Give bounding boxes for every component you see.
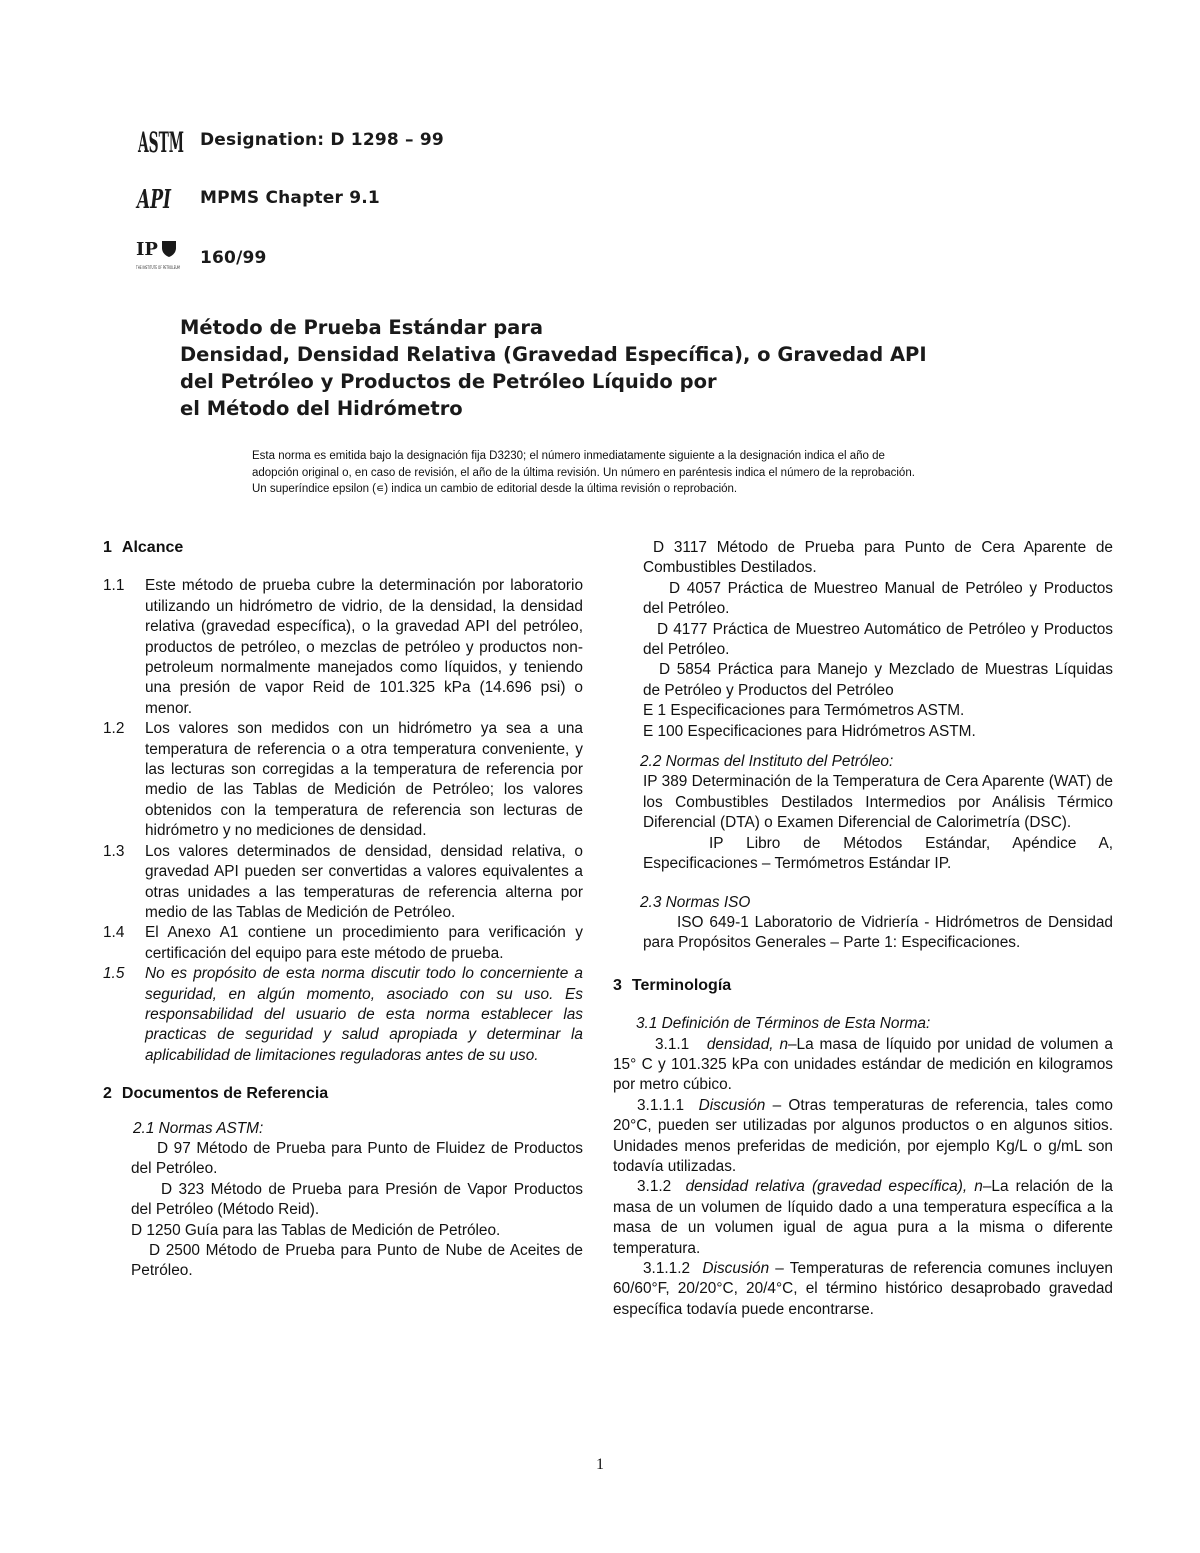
reference-item: D 3117 Método de Prueba para Punto de Cera Aparente de Combustibles Destilados. <box>643 539 1113 577</box>
reference-item: D 97 Método de Prueba para Punto de Fluidez de Productos del Petróleo. <box>131 1139 583 1178</box>
api-logo <box>136 178 186 218</box>
scope-item-safety: 1.5 No es propósito de esta norma discutir todo lo concerniente a seguridad, en algún momento, asociado con su uso. Es responsabilidad del usuario de esta norma establecer las practicas de seguridad y salud apropiada y determinar la aplicabilidad de limitaciones reguladoras antes de su uso. <box>103 965 583 1064</box>
svg-text:THE INSTITUTE OF PETROLEUM: THE INSTITUTE OF PETROLEUM <box>135 265 181 270</box>
left-column <box>103 538 583 1282</box>
svg-text:IP: IP <box>136 239 158 260</box>
reference-item: D 4057 Práctica de Muestreo Manual de Petróleo y Productos del Petróleo. <box>643 579 1113 618</box>
scope-item: 1.4 El Anexo A1 contiene un procedimiento para verificación y certificación del equipo para este método de prueba. <box>103 924 583 962</box>
standard-notice <box>252 448 1072 498</box>
svg-text:API: API <box>135 185 172 215</box>
definition-relative-density: 3.1.2 densidad relativa (gravedad específica), n–La relación de la masa de un volumen de líquido dado a una temperatura específica a la masa de un volumen igual de agua pura a la misma o diferente temperatura. <box>613 1178 1113 1257</box>
page-number: 1 <box>596 1456 604 1473</box>
ip-logo <box>136 237 186 279</box>
title-line: del Petróleo y Productos de Petróleo Líquido por <box>180 370 717 393</box>
reference-item: E 100 Especificaciones para Hidrómetros ASTM. <box>643 722 976 740</box>
notice-line: adopción original o, en caso de revisión, el año de la última revisión. Un número en paréntesis indica el número de la reprobación. <box>252 466 915 479</box>
reference-item: D 323 Método de Prueba para Presión de Vapor Productos del Petróleo (Método Reid). <box>131 1180 583 1219</box>
scope-item: 1.1 Este método de prueba cubre la determinación por laboratorio utilizando un hidrómetro de vidrio, de la densidad, la densidad relativa (gravedad específica), o la gravedad API del petróleo, productos de petróleo, o mezclas de petróleo y productos non-petroleum normalmente manejados como líquidos, y teniendo una presión de vapor Reid de 101.325 kPa (14.696 psi) o menor. <box>103 577 583 717</box>
designation-row <box>136 116 444 164</box>
designation-text: Designation: D 1298 – 99 <box>200 130 444 150</box>
notice-line: Esta norma es emitida bajo la designación fija D3230; el número inmediatamente siguiente a la designación indica el año de <box>252 450 885 462</box>
notice-line: Un superíndice epsilon (∊) indica un cambio de editorial desde la última revisión o reprobación. <box>252 483 738 495</box>
reference-item: IP Libro de Métodos Estándar, Apéndice A, Especificaciones – Termómetros Estándar IP. <box>643 834 1113 873</box>
reference-item: ISO 649-1 Laboratorio de Vidriería - Hidrómetros de Densidad para Propósitos Generales – Parte 1: Especificaciones. <box>643 913 1113 952</box>
document-title <box>180 314 1000 422</box>
scope-item: 1.2 Los valores son medidos con un hidrómetro ya sea a una temperatura de referencia o a otra temperatura conveniente, y las lecturas son corregidas a la temperatura de referencia por medio de las Tablas de Medición de Petróleo; los valores obtenidos con la temperatura de referencia son lecturas de hidrómetro y no mediciones de densidad. <box>103 720 583 840</box>
astm-logo <box>136 116 186 164</box>
reference-item: D 2500 Método de Prueba para Punto de Nube de Aceites de Petróleo. <box>131 1242 583 1280</box>
reference-item: E 1 Especificaciones para Termómetros ASTM. <box>643 702 965 720</box>
right-column <box>613 538 1113 1320</box>
ip-standards-heading: 2.2 Normas del Instituto del Petróleo: <box>640 753 894 771</box>
scope-item: 1.3 Los valores determinados de densidad, densidad relativa, o gravedad API pueden ser convertidas a valores equivalentes a otras unidades a las temperaturas de referencia alterna por medio de las Tablas de Medición de Petróleo. <box>103 842 583 921</box>
definitions-heading: 3.1 Definición de Términos de Esta Norma: <box>636 1015 931 1033</box>
reference-item: D 1250 Guía para las Tablas de Medición de Petróleo. <box>131 1221 501 1239</box>
mpms-row <box>136 178 380 218</box>
reference-item: D 5854 Práctica para Manejo y Mezclado de Muestras Líquidas de Petróleo y Productos del Petróleo <box>643 661 1113 699</box>
ip-row <box>136 237 267 279</box>
section-3-heading: 3 Terminología <box>613 976 732 994</box>
section-2-heading: 2 Documentos de Referencia <box>103 1085 329 1103</box>
reference-item: IP 389 Determinación de la Temperatura de Cera Aparente (WAT) de los Combustibles Destilados Intermedios por Análisis Térmico Diferencial (DTA) o Examen Diferencial de Calorimetría (DSC). <box>643 773 1113 832</box>
definition-density: 3.1.1 densidad, n–La masa de líquido por unidad de volumen a 15° C y 101.325 kPa con unidades estándar de medición en kilogramos por metro cúbico. <box>613 1035 1113 1094</box>
svg-text:ASTM: ASTM <box>137 126 184 159</box>
title-line: Densidad, Densidad Relativa (Gravedad Específica), o Gravedad API <box>180 343 927 366</box>
discussion-density: 3.1.1.1 Discusión – Otras temperaturas de referencia, tales como 20°C, pueden ser utilizadas por algunos productos o en algunos sitios. Unidades menos preferidas de medición, por ejemplo Kg/L o g/mL son todavía utilizadas. <box>613 1096 1113 1175</box>
ip-designation-text: 160/99 <box>200 248 267 268</box>
discussion-relative-density: 3.1.1.2 Discusión – Temperaturas de referencia comunes incluyen 60/60°F, 20/20°C, 20/4°C, el término histórico desaprobado gravedad específica todavía puede encontrarse. <box>613 1260 1113 1318</box>
title-line: el Método del Hidrómetro <box>180 397 463 420</box>
reference-item: D 4177 Práctica de Muestreo Automático de Petróleo y Productos del Petróleo. <box>643 620 1113 659</box>
section-1-heading: 1 Alcance <box>103 539 184 556</box>
mpms-text: MPMS Chapter 9.1 <box>200 188 380 208</box>
iso-standards-heading: 2.3 Normas ISO <box>640 893 751 911</box>
title-line: Método de Prueba Estándar para <box>180 316 544 339</box>
astm-standards-heading: 2.1 Normas ASTM: <box>133 1119 264 1137</box>
